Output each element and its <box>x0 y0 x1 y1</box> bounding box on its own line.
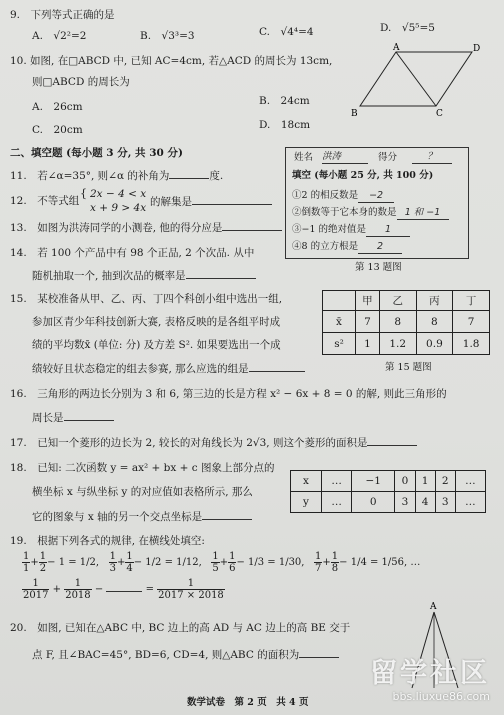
q20-line2: 点 F, 且∠BAC=45°, BD=6, CD=4, 则△ABC 的面积为 <box>32 648 339 661</box>
card-score-label: 得分 <box>378 152 398 163</box>
watermark-url: bbs.liuxue86.com <box>392 690 490 703</box>
q12-brace: { <box>80 187 87 200</box>
q13-caption: 第 13 题图 <box>355 262 402 273</box>
q12-ineq-2: x + 9 > 4x <box>90 202 147 214</box>
q10-stem2: 则□ABCD 的周长为 <box>32 76 130 88</box>
q10-stem: 10. 如图, 在□ABCD 中, 已知 AC=4cm, 若△ACD 的周长为 13cm, <box>10 55 333 67</box>
q18-line1: 18. 已知: 二次函数 y = ax² + bx + c 图象上部分点的 <box>10 462 275 474</box>
watermark-logo-text: 留学社区 <box>370 658 490 689</box>
card-title: 填空 (每小题 25 分, 共 100 分) <box>292 170 434 181</box>
q12-ineq-1: 2x − 4 < x <box>90 188 147 200</box>
q9-option-c: C. √4⁴=4 <box>259 26 314 38</box>
q19-last-equation: $\frac{1}{2017}$ + $\frac{1}{2018}$ − = $\frac{1}{2017 \times 2018}$ <box>23 578 224 601</box>
q10-label-c: C <box>436 109 443 119</box>
card-score-value: ？ <box>412 151 452 164</box>
q16-line2: 周长是 <box>32 411 114 424</box>
q19-line1: 19. 根据下列各式的规律, 在横线处填空: <box>10 535 205 547</box>
q15-caption: 第 15 题图 <box>385 362 432 373</box>
q16-line1: 16. 三角形的两边长分别为 3 和 6, 第三边的长是方程 x² − 6x + 8 = 0 的解, 则此三角形的 <box>10 388 447 400</box>
card-item-2: ②倒数等于它本身的数是 1 和 −1 <box>292 207 449 220</box>
q18-line3: 它的图象与 x 轴的另一个交点坐标是 <box>32 510 252 523</box>
q10-option-d: D. 18cm <box>259 119 311 131</box>
q15-line1: 15. 某校准备从甲、乙、丙、丁四个科创小组中选出一组, <box>10 293 283 305</box>
q15-line2: 参加区青少年科技创新大赛, 表格反映的是各组平时成 <box>32 316 281 328</box>
q10-label-a: A <box>393 43 400 53</box>
q11-text: 11. 若∠α=35°, 则∠α 的补角为 度. <box>10 170 224 182</box>
section-2-heading: 二、填空题 (每小题 3 分, 共 30 分) <box>10 147 183 159</box>
q9-option-a: A. √2²=2 <box>32 30 87 42</box>
table-row: s² 1 1.2 0.9 1.8 <box>323 333 490 355</box>
q18-line2: 横坐标 x 与纵坐标 y 的对应值如表格所示, 那么 <box>32 486 253 498</box>
q13-text: 13. 如图为洪涛同学的小测卷, 他的得分应是 <box>10 221 282 234</box>
q12-text: 12. 不等式组 <box>10 195 80 207</box>
q10-option-b: B. 24cm <box>259 95 310 107</box>
table-row: y … 0 3 4 3 … <box>291 492 486 513</box>
q15-table <box>322 290 490 355</box>
q15-line3: 绩的平均数x̄ (单位: 分) 及方差 S². 如果要选出一个成 <box>32 339 281 351</box>
card-item-4: ④8 的立方根是 2 <box>292 241 402 254</box>
q10-option-a: A. 26cm <box>32 101 83 113</box>
q9-option-d: D. √5⁵=5 <box>380 22 435 34</box>
table-row: x … −1 0 1 2 … <box>291 471 486 492</box>
q15-header-row: 甲 乙 丙 丁 <box>323 291 490 311</box>
q18-table <box>290 470 486 513</box>
page-footer: 数学试卷 第 2 页 共 4 页 <box>187 697 309 708</box>
q10-option-c: C. 20cm <box>32 124 83 136</box>
q15-line4: 绩较好且状态稳定的组去参赛, 那么应选的组是 <box>32 362 305 375</box>
q10-label-d: D <box>473 44 481 54</box>
q13-quiz-card <box>285 147 469 259</box>
q20-line1: 20. 如图, 已知在△ABC 中, BC 边上的高 AD 与 AC 边上的高 BE 交于 <box>10 622 351 634</box>
table-row: x̄ 7 8 8 7 <box>323 311 490 333</box>
card-name-value: 洪涛 <box>322 151 368 164</box>
q9-option-b: B. √3³=3 <box>140 30 195 42</box>
q17-text: 17. 已知一个菱形的边长为 2, 较长的对角线长为 2√3, 则这个菱形的面积是 <box>10 436 417 449</box>
q19-equations: $\frac{1}{1}$ + $\frac{1}{2}$ − 1 = 1/2, $\frac{1}{3}$ + $\frac{1}{4}$ − 1/2 = 1/12, $\frac{1}{5}$ + $\frac{1}{6}$ − 1/3 = 1/30, $\frac{1}{7}$ + $\frac{1}{8}$ − 1/4 = 1/56, … <box>23 551 421 574</box>
q14-line2: 随机抽取一个, 抽到次品的概率是 <box>32 269 256 282</box>
q10-label-b: B <box>351 109 358 119</box>
q12-tail: 的解集是 <box>150 195 272 208</box>
card-item-1: ①2 的相反数是 −2 <box>292 190 394 203</box>
site-watermark <box>370 651 490 703</box>
q9-stem: 9. 下列等式正确的是 <box>10 9 115 21</box>
q14-line1: 14. 若 100 个产品中有 98 个正品, 2 个次品. 从中 <box>10 247 255 259</box>
q10-parallelogram-figure <box>344 42 484 120</box>
card-item-3: ③−1 的绝对值是 1 <box>292 224 410 237</box>
card-name-label: 姓名 <box>294 152 314 163</box>
q20-label-a: A <box>430 602 437 612</box>
